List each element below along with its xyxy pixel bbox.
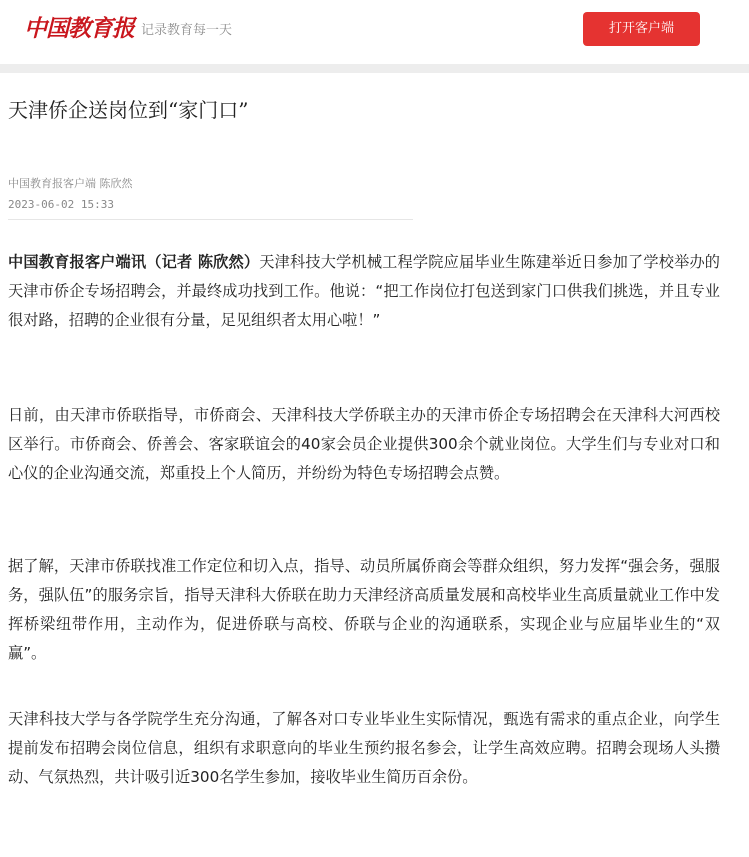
paragraph-text: 日前，由天津市侨联指导，市侨商会、天津科技大学侨联主办的天津市侨企专场招聘会在天津科大河西校区举行。市侨商会、侨善会、客家联谊会的40家会员企业提供300余个就业岗位。大学生们与专业对口和心仪的企业沟通交流，郑重投上个人简历，并纷纷为特色专场招聘会点赞。: [8, 406, 720, 482]
top-header: [0, 0, 749, 64]
paragraph-text: 据了解，天津市侨联找准工作定位和切入点，指导、动员所属侨商会等群众组织，努力发挥“强会务，强服务，强队伍”的服务宗旨，指导天津科大侨联在助力天津经济高质量发展和高校毕业生高质量就业工作中发挥桥梁纽带作用，主动作为，促进侨联与高校、侨联与企业的沟通联系，实现企业与应届毕业生的“双赢”。: [8, 557, 720, 662]
article-title: 天津侨企送岗位到“家门口”: [8, 98, 249, 122]
article-paragraph: [8, 401, 720, 488]
article-paragraph: [8, 248, 720, 335]
brand-logo[interactable]: 中国教育报: [24, 15, 134, 42]
paragraph-text: 天津科技大学与各学院学生充分沟通，了解各对口专业毕业生实际情况，甄选有需求的重点企业，向学生提前发布招聘会岗位信息，组织有求职意向的毕业生预约报名参会，让学生高效应聘。招聘会现场人头攒动、气氛热烈，共计吸引近300名学生参加，接收毕业生简历百余份。: [8, 710, 720, 786]
header-slogan: 记录教育每一天: [141, 23, 233, 38]
article-paragraph: [8, 705, 720, 792]
open-app-button[interactable]: 打开客户端: [583, 12, 700, 46]
article-date: 2023-06-02 15:33: [8, 198, 114, 211]
article-source: 中国教育报客户端 陈欣然: [8, 177, 133, 190]
paragraph-lead: 中国教育报客户端讯（记者 陈欣然）: [8, 253, 260, 271]
header-divider: [0, 64, 749, 73]
article-paragraph: [8, 552, 720, 668]
paragraph-text: 天津科技大学机械工程学院应届毕业生陈建举近日参加了学校举办的天津市侨企专场招聘会，并最终成功找到工作。他说：“把工作岗位打包送到家门口供我们挑选，并且专业很对路，招聘的企业很有分量，足见组织者太用心啦！”: [8, 253, 720, 329]
meta-divider: [8, 219, 413, 220]
